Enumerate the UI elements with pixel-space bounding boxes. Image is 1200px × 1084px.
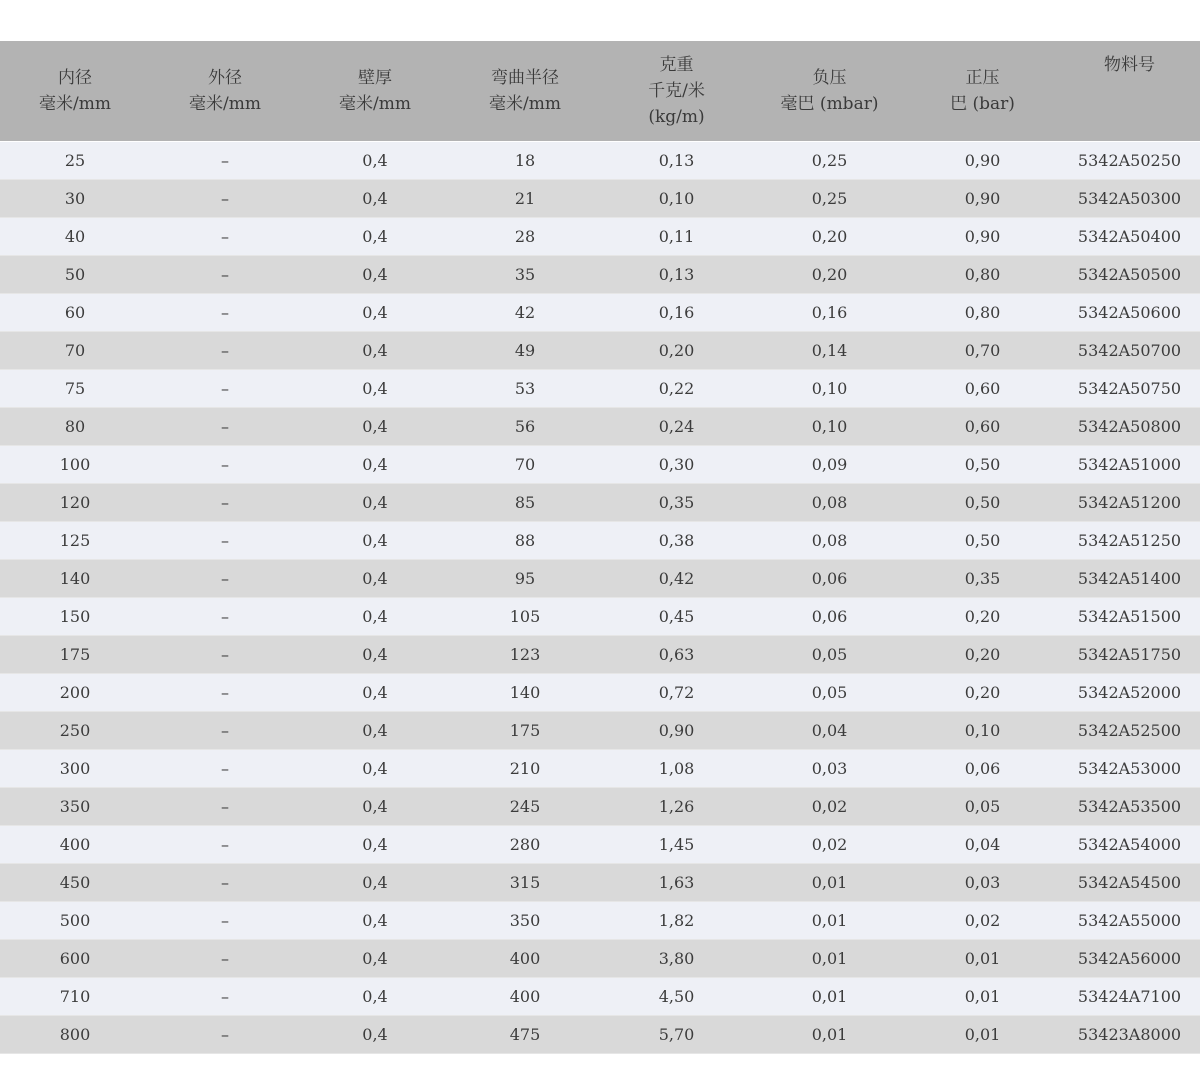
table-row xyxy=(0,712,1200,750)
positive-pressure-cell: 0,70 xyxy=(906,332,1059,370)
outer-diameter-header xyxy=(150,41,300,142)
positive-pressure-cell: 0,90 xyxy=(906,142,1059,180)
bend-radius-cell: 475 xyxy=(450,1016,600,1054)
negative-pressure-cell: 0,25 xyxy=(753,180,906,218)
table-row xyxy=(0,180,1200,218)
outer-diameter-cell: – xyxy=(150,484,300,522)
wall-thickness-cell: 0,4 xyxy=(300,560,450,598)
bend-radius-cell: 105 xyxy=(450,598,600,636)
part-number-cell: 5342A50600 xyxy=(1059,294,1200,332)
wall-thickness-header xyxy=(300,41,450,142)
positive-pressure-cell: 0,10 xyxy=(906,712,1059,750)
negative-pressure-cell: 0,14 xyxy=(753,332,906,370)
negative-pressure-cell: 0,08 xyxy=(753,522,906,560)
weight-cell: 1,45 xyxy=(600,826,753,864)
negative-pressure-header xyxy=(753,41,906,142)
positive-pressure-cell: 0,80 xyxy=(906,256,1059,294)
header-line: 物料号 xyxy=(1104,55,1155,75)
positive-pressure-cell: 0,06 xyxy=(906,750,1059,788)
bend-radius-cell: 18 xyxy=(450,142,600,180)
table-body xyxy=(0,142,1200,1054)
wall-thickness-cell: 0,4 xyxy=(300,332,450,370)
weight-cell: 1,82 xyxy=(600,902,753,940)
bend-radius-cell: 95 xyxy=(450,560,600,598)
inner-diameter-cell: 70 xyxy=(0,332,150,370)
header-line: 千克/米 xyxy=(648,81,705,101)
inner-diameter-cell: 150 xyxy=(0,598,150,636)
inner-diameter-cell: 710 xyxy=(0,978,150,1016)
table-row xyxy=(0,674,1200,712)
positive-pressure-cell: 0,60 xyxy=(906,408,1059,446)
negative-pressure-cell: 0,10 xyxy=(753,370,906,408)
negative-pressure-cell: 0,25 xyxy=(753,142,906,180)
wall-thickness-cell: 0,4 xyxy=(300,636,450,674)
wall-thickness-cell: 0,4 xyxy=(300,864,450,902)
wall-thickness-cell: 0,4 xyxy=(300,218,450,256)
negative-pressure-cell: 0,08 xyxy=(753,484,906,522)
table-row xyxy=(0,484,1200,522)
wall-thickness-cell: 0,4 xyxy=(300,522,450,560)
header-line: 巴 (bar) xyxy=(950,94,1015,114)
inner-diameter-cell: 80 xyxy=(0,408,150,446)
weight-cell: 1,08 xyxy=(600,750,753,788)
weight-cell: 0,22 xyxy=(600,370,753,408)
weight-cell: 3,80 xyxy=(600,940,753,978)
outer-diameter-cell: – xyxy=(150,522,300,560)
positive-pressure-cell: 0,05 xyxy=(906,788,1059,826)
weight-cell: 0,24 xyxy=(600,408,753,446)
part-number-cell: 5342A51250 xyxy=(1059,522,1200,560)
outer-diameter-cell: – xyxy=(150,788,300,826)
bend-radius-cell: 35 xyxy=(450,256,600,294)
part-number-cell: 53423A8000 xyxy=(1059,1016,1200,1054)
outer-diameter-cell: – xyxy=(150,332,300,370)
outer-diameter-cell: – xyxy=(150,826,300,864)
header-line: 毫巴 (mbar) xyxy=(780,94,879,114)
bend-radius-cell: 85 xyxy=(450,484,600,522)
wall-thickness-cell: 0,4 xyxy=(300,370,450,408)
part-number-cell: 5342A53000 xyxy=(1059,750,1200,788)
inner-diameter-cell: 800 xyxy=(0,1016,150,1054)
bend-radius-cell: 315 xyxy=(450,864,600,902)
outer-diameter-cell: – xyxy=(150,1016,300,1054)
weight-cell: 0,13 xyxy=(600,256,753,294)
table-row xyxy=(0,218,1200,256)
bend-radius-cell: 400 xyxy=(450,940,600,978)
bend-radius-cell: 280 xyxy=(450,826,600,864)
outer-diameter-cell: – xyxy=(150,218,300,256)
bend-radius-cell: 21 xyxy=(450,180,600,218)
inner-diameter-cell: 250 xyxy=(0,712,150,750)
weight-cell: 0,72 xyxy=(600,674,753,712)
outer-diameter-cell: – xyxy=(150,180,300,218)
weight-cell: 1,63 xyxy=(600,864,753,902)
part-number-cell: 5342A54500 xyxy=(1059,864,1200,902)
table-row xyxy=(0,370,1200,408)
part-number-cell: 5342A50300 xyxy=(1059,180,1200,218)
negative-pressure-cell: 0,06 xyxy=(753,560,906,598)
weight-cell: 0,30 xyxy=(600,446,753,484)
bend-radius-cell: 28 xyxy=(450,218,600,256)
inner-diameter-cell: 350 xyxy=(0,788,150,826)
weight-cell: 0,90 xyxy=(600,712,753,750)
wall-thickness-cell: 0,4 xyxy=(300,142,450,180)
outer-diameter-cell: – xyxy=(150,598,300,636)
header-line: 负压 xyxy=(812,68,847,88)
inner-diameter-cell: 140 xyxy=(0,560,150,598)
part-number-cell: 5342A56000 xyxy=(1059,940,1200,978)
inner-diameter-cell: 30 xyxy=(0,180,150,218)
header-line: 内径 xyxy=(58,68,92,88)
part-number-cell: 5342A51750 xyxy=(1059,636,1200,674)
weight-cell: 0,10 xyxy=(600,180,753,218)
header-line: 壁厚 xyxy=(358,68,392,88)
table-row xyxy=(0,522,1200,560)
part-number-cell: 5342A50700 xyxy=(1059,332,1200,370)
negative-pressure-cell: 0,02 xyxy=(753,826,906,864)
bend-radius-cell: 42 xyxy=(450,294,600,332)
weight-cell: 5,70 xyxy=(600,1016,753,1054)
table-row xyxy=(0,636,1200,674)
positive-pressure-cell: 0,01 xyxy=(906,1016,1059,1054)
wall-thickness-cell: 0,4 xyxy=(300,446,450,484)
weight-cell: 0,63 xyxy=(600,636,753,674)
negative-pressure-cell: 0,01 xyxy=(753,864,906,902)
outer-diameter-cell: – xyxy=(150,864,300,902)
table-row xyxy=(0,598,1200,636)
part-number-header xyxy=(1059,41,1200,142)
inner-diameter-cell: 75 xyxy=(0,370,150,408)
inner-diameter-cell: 25 xyxy=(0,142,150,180)
header-line: 正压 xyxy=(965,68,1000,88)
outer-diameter-cell: – xyxy=(150,408,300,446)
bend-radius-cell: 123 xyxy=(450,636,600,674)
wall-thickness-cell: 0,4 xyxy=(300,674,450,712)
outer-diameter-cell: – xyxy=(150,256,300,294)
bend-radius-cell: 400 xyxy=(450,978,600,1016)
positive-pressure-cell: 0,50 xyxy=(906,522,1059,560)
outer-diameter-cell: – xyxy=(150,902,300,940)
outer-diameter-cell: – xyxy=(150,712,300,750)
negative-pressure-cell: 0,16 xyxy=(753,294,906,332)
part-number-cell: 5342A52000 xyxy=(1059,674,1200,712)
outer-diameter-cell: – xyxy=(150,978,300,1016)
inner-diameter-header xyxy=(0,41,150,142)
weight-cell: 0,20 xyxy=(600,332,753,370)
outer-diameter-cell: – xyxy=(150,636,300,674)
positive-pressure-cell: 0,50 xyxy=(906,484,1059,522)
inner-diameter-cell: 300 xyxy=(0,750,150,788)
part-number-cell: 53424A7100 xyxy=(1059,978,1200,1016)
positive-pressure-cell: 0,01 xyxy=(906,940,1059,978)
wall-thickness-cell: 0,4 xyxy=(300,598,450,636)
part-number-cell: 5342A50400 xyxy=(1059,218,1200,256)
positive-pressure-cell: 0,04 xyxy=(906,826,1059,864)
wall-thickness-cell: 0,4 xyxy=(300,788,450,826)
negative-pressure-cell: 0,04 xyxy=(753,712,906,750)
bend-radius-cell: 53 xyxy=(450,370,600,408)
part-number-cell: 5342A50800 xyxy=(1059,408,1200,446)
negative-pressure-cell: 0,20 xyxy=(753,256,906,294)
part-number-cell: 5342A50750 xyxy=(1059,370,1200,408)
weight-cell: 0,16 xyxy=(600,294,753,332)
part-number-cell: 5342A54000 xyxy=(1059,826,1200,864)
bend-radius-cell: 210 xyxy=(450,750,600,788)
table-row xyxy=(0,788,1200,826)
positive-pressure-cell: 0,90 xyxy=(906,218,1059,256)
header-line: 弯曲半径 xyxy=(491,68,559,88)
weight-cell: 0,38 xyxy=(600,522,753,560)
outer-diameter-cell: – xyxy=(150,940,300,978)
part-number-cell: 5342A51500 xyxy=(1059,598,1200,636)
table-row xyxy=(0,560,1200,598)
positive-pressure-cell: 0,02 xyxy=(906,902,1059,940)
part-number-cell: 5342A51000 xyxy=(1059,446,1200,484)
positive-pressure-cell: 0,20 xyxy=(906,636,1059,674)
part-number-cell: 5342A53500 xyxy=(1059,788,1200,826)
outer-diameter-cell: – xyxy=(150,560,300,598)
header-line: 毫米/mm xyxy=(339,94,411,114)
wall-thickness-cell: 0,4 xyxy=(300,712,450,750)
inner-diameter-cell: 120 xyxy=(0,484,150,522)
outer-diameter-cell: – xyxy=(150,142,300,180)
wall-thickness-cell: 0,4 xyxy=(300,408,450,446)
outer-diameter-cell: – xyxy=(150,750,300,788)
wall-thickness-cell: 0,4 xyxy=(300,180,450,218)
positive-pressure-cell: 0,01 xyxy=(906,978,1059,1016)
negative-pressure-cell: 0,06 xyxy=(753,598,906,636)
wall-thickness-cell: 0,4 xyxy=(300,256,450,294)
inner-diameter-cell: 200 xyxy=(0,674,150,712)
outer-diameter-cell: – xyxy=(150,674,300,712)
table-row xyxy=(0,256,1200,294)
inner-diameter-cell: 50 xyxy=(0,256,150,294)
negative-pressure-cell: 0,10 xyxy=(753,408,906,446)
table-row xyxy=(0,408,1200,446)
inner-diameter-cell: 500 xyxy=(0,902,150,940)
bend-radius-cell: 245 xyxy=(450,788,600,826)
positive-pressure-cell: 0,35 xyxy=(906,560,1059,598)
wall-thickness-cell: 0,4 xyxy=(300,826,450,864)
header-line: 毫米/mm xyxy=(39,94,111,114)
table-row xyxy=(0,864,1200,902)
inner-diameter-cell: 175 xyxy=(0,636,150,674)
inner-diameter-cell: 600 xyxy=(0,940,150,978)
positive-pressure-cell: 0,50 xyxy=(906,446,1059,484)
header-line: 毫米/mm xyxy=(189,94,261,114)
table-row xyxy=(0,902,1200,940)
weight-cell: 0,11 xyxy=(600,218,753,256)
inner-diameter-cell: 125 xyxy=(0,522,150,560)
positive-pressure-cell: 0,90 xyxy=(906,180,1059,218)
header-line: 克重 xyxy=(659,55,694,75)
outer-diameter-cell: – xyxy=(150,370,300,408)
part-number-cell: 5342A50500 xyxy=(1059,256,1200,294)
bend-radius-cell: 70 xyxy=(450,446,600,484)
inner-diameter-cell: 400 xyxy=(0,826,150,864)
table-row xyxy=(0,332,1200,370)
wall-thickness-cell: 0,4 xyxy=(300,902,450,940)
negative-pressure-cell: 0,01 xyxy=(753,1016,906,1054)
wall-thickness-cell: 0,4 xyxy=(300,484,450,522)
wall-thickness-cell: 0,4 xyxy=(300,1016,450,1054)
positive-pressure-header xyxy=(906,41,1059,142)
table-row xyxy=(0,446,1200,484)
bend-radius-cell: 140 xyxy=(450,674,600,712)
header-line: 毫米/mm xyxy=(489,94,561,114)
weight-cell: 1,26 xyxy=(600,788,753,826)
part-number-cell: 5342A51400 xyxy=(1059,560,1200,598)
header-line: 外径 xyxy=(208,68,242,88)
positive-pressure-cell: 0,03 xyxy=(906,864,1059,902)
table-row xyxy=(0,940,1200,978)
part-number-cell: 5342A50250 xyxy=(1059,142,1200,180)
table-row xyxy=(0,294,1200,332)
inner-diameter-cell: 450 xyxy=(0,864,150,902)
weight-cell: 0,35 xyxy=(600,484,753,522)
header-line: (kg/m) xyxy=(648,107,705,127)
table-row xyxy=(0,750,1200,788)
weight-cell: 0,42 xyxy=(600,560,753,598)
part-number-cell: 5342A55000 xyxy=(1059,902,1200,940)
weight-cell: 0,13 xyxy=(600,142,753,180)
negative-pressure-cell: 0,05 xyxy=(753,636,906,674)
positive-pressure-cell: 0,80 xyxy=(906,294,1059,332)
bend-radius-cell: 175 xyxy=(450,712,600,750)
wall-thickness-cell: 0,4 xyxy=(300,978,450,1016)
bend-radius-cell: 350 xyxy=(450,902,600,940)
bend-radius-cell: 56 xyxy=(450,408,600,446)
bend-radius-cell: 88 xyxy=(450,522,600,560)
negative-pressure-cell: 0,01 xyxy=(753,940,906,978)
positive-pressure-cell: 0,20 xyxy=(906,674,1059,712)
spec-table xyxy=(0,41,1200,1054)
part-number-cell: 5342A51200 xyxy=(1059,484,1200,522)
bend-radius-cell: 49 xyxy=(450,332,600,370)
negative-pressure-cell: 0,05 xyxy=(753,674,906,712)
wall-thickness-cell: 0,4 xyxy=(300,750,450,788)
bend-radius-header xyxy=(450,41,600,142)
table-row xyxy=(0,142,1200,180)
inner-diameter-cell: 60 xyxy=(0,294,150,332)
table-header-row xyxy=(0,41,1200,142)
weight-cell: 0,45 xyxy=(600,598,753,636)
negative-pressure-cell: 0,09 xyxy=(753,446,906,484)
positive-pressure-cell: 0,60 xyxy=(906,370,1059,408)
negative-pressure-cell: 0,01 xyxy=(753,978,906,1016)
negative-pressure-cell: 0,01 xyxy=(753,902,906,940)
weight-header xyxy=(600,41,753,142)
table-row xyxy=(0,978,1200,1016)
negative-pressure-cell: 0,03 xyxy=(753,750,906,788)
inner-diameter-cell: 40 xyxy=(0,218,150,256)
table-row xyxy=(0,826,1200,864)
weight-cell: 4,50 xyxy=(600,978,753,1016)
wall-thickness-cell: 0,4 xyxy=(300,294,450,332)
wall-thickness-cell: 0,4 xyxy=(300,940,450,978)
negative-pressure-cell: 0,02 xyxy=(753,788,906,826)
outer-diameter-cell: – xyxy=(150,446,300,484)
part-number-cell: 5342A52500 xyxy=(1059,712,1200,750)
outer-diameter-cell: – xyxy=(150,294,300,332)
negative-pressure-cell: 0,20 xyxy=(753,218,906,256)
table-row xyxy=(0,1016,1200,1054)
positive-pressure-cell: 0,20 xyxy=(906,598,1059,636)
inner-diameter-cell: 100 xyxy=(0,446,150,484)
